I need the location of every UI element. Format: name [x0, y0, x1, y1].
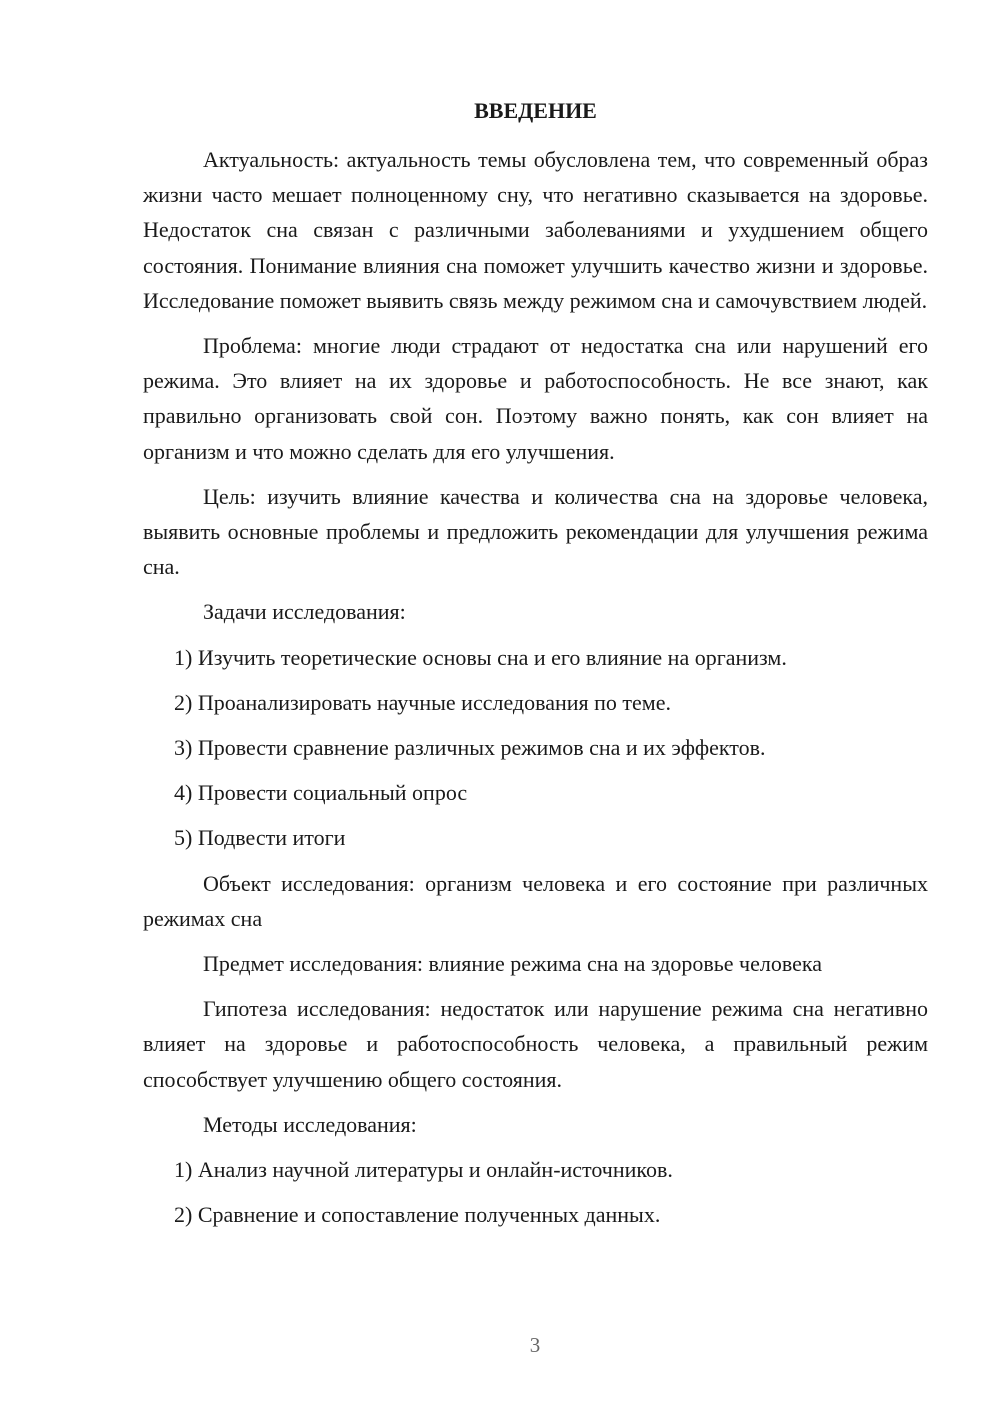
- task-item-2: 2) Проанализировать научные исследования по теме.: [174, 689, 671, 715]
- document-page: [143, 93, 928, 1242]
- task-item-3: 3) Провести сравнение различных режимов сна и их эффектов.: [174, 735, 766, 761]
- page-number: 3: [529, 1333, 541, 1357]
- hypothesis-paragraph: Гипотеза исследования: недостаток или нарушение режима сна негативно влияет на здоровье и работоспособность человека, а правильный режим способствует улучшению общего состояния.: [143, 996, 928, 1092]
- tasks-title: Задачи исследования:: [203, 599, 406, 625]
- goal-paragraph: Цель: изучить влияние качества и количества сна на здоровье человека, выявить основные проблемы и предложить рекомендации для улучшения режима сна.: [143, 483, 928, 580]
- task-item-4: 4) Провести социальный опрос: [174, 780, 468, 806]
- task-item-5: 5) Подвести итоги: [174, 825, 346, 851]
- methods-title: Методы исследования:: [203, 1111, 417, 1137]
- relevance-paragraph: Актуальность: актуальность темы обусловлена тем, что современный образ жизни часто мешает полноценному сну, что негативно сказывается на здоровье. Недостаток сна связан с различными заболеваниями и ухудшением общего состояния. Понимание влияния сна поможет улучшить качество жизни и здоровье. Исследование поможет выявить связь между режимом сна и самочувствием людей.: [143, 147, 928, 313]
- method-item-2: 2) Сравнение и сопоставление полученных данных.: [174, 1202, 661, 1228]
- method-item-1: 1) Анализ научной литературы и онлайн-источников.: [174, 1157, 673, 1183]
- subject-paragraph: Предмет исследования: влияние режима сна на здоровье человека: [203, 951, 822, 977]
- section-heading: ВВЕДЕНИЕ: [474, 98, 597, 123]
- problem-paragraph: Проблема: многие люди страдают от недостатка сна или нарушений его режима. Это влияет на их здоровье и работоспособность. Не все знают, как правильно организовать свой сон. Поэтому важно понять, как сон влияет на организм и что можно сделать для его улучшения.: [143, 333, 928, 464]
- task-item-1: 1) Изучить теоретические основы сна и его влияние на организм.: [174, 644, 787, 670]
- object-paragraph: Объект исследования: организм человека и его состояние при различных режимах сна: [143, 870, 928, 931]
